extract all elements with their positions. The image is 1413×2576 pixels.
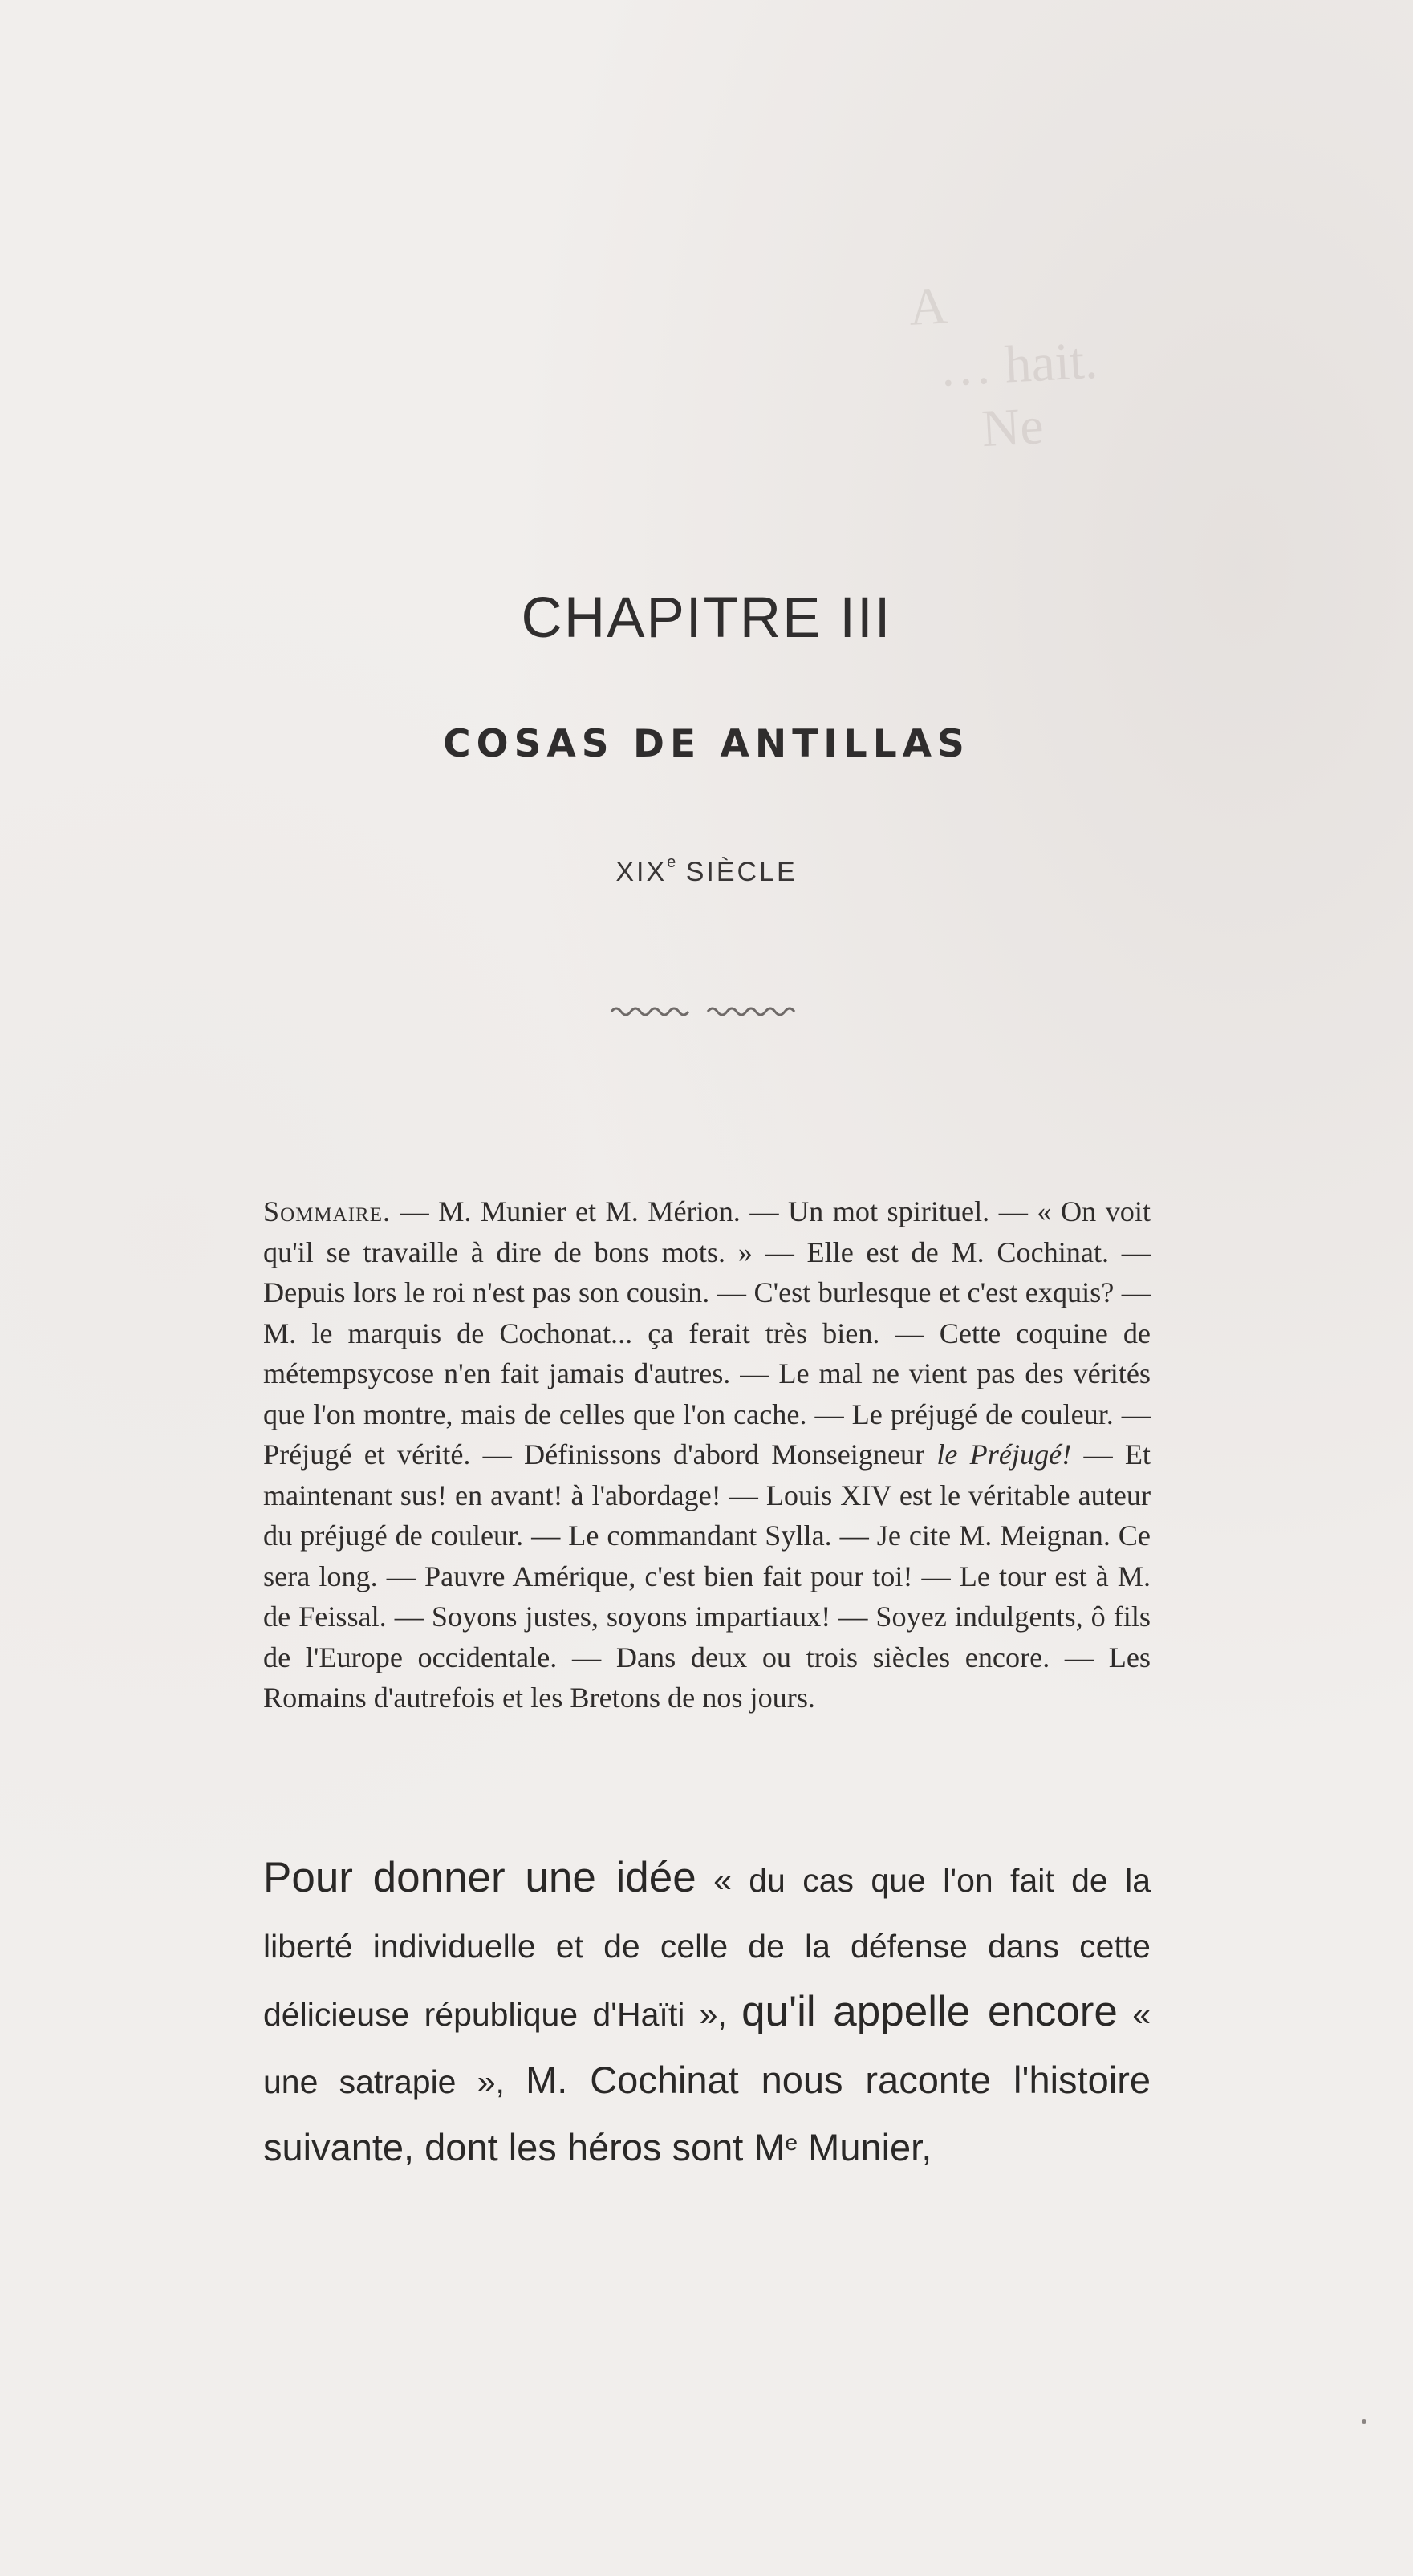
century-word: SIÈCLE [676,857,798,887]
body-segment-2: « du cas que l'on fait de la liberté individuelle et de celle de la défense dans cette délicieuse république d'Haïti », [263,1862,1151,2033]
body-segment-5: M. Cochinat nous raconte l'histoire suivante, dont les héros sont M [263,2059,1151,2168]
ink-speck [1362,2419,1366,2424]
chapter-summary [263,1191,1151,1718]
chapter-subtitle: COSAS DE ANTILLAS [443,722,970,766]
century-numeral: XIX [615,857,668,887]
summary-label: Sommaire. [263,1195,392,1227]
century-superscript: e [667,854,676,871]
century-heading [0,854,1413,888]
body-segment-1: Pour donner une idée [263,1854,696,1901]
summary-italic-phrase: le Préjugé! [936,1438,1072,1471]
body-segment-6: Munier, [798,2126,932,2168]
summary-text-part2: — Et maintenant sus! en avant! à l'abordage! — Louis XIV est le véritable auteur du préjugé de couleur. — Le commandant Sylla. — Je cite M. Meignan. Ce sera long. — Pauvre Amérique, c'est bien fait pour toi! — Le tour est à M. de Feissal. — Soyons justes, soyons impartiaux! — Soyez indulgents, ô fils de l'Europe occidentale. — Dans deux ou trois siècles encore. — Les Romains d'autrefois et les Bretons de nos jours. [263,1438,1151,1714]
bleed-through-text: A … hait. Ne [907,269,1099,462]
summary-text-part1: — M. Munier et M. Mérion. — Un mot spirituel. — « On voit qu'il se travaille à dire de bons mots. » — Elle est de M. Cochinat. — Depuis lors le roi n'est pas son cousin. — C'est burlesque et c'est exquis? — M. le marquis de Cochonat... ça ferait très bien. — Cette coquine de métempsycose n'en fait jamais d'autres. — Le mal ne vient pas des vérités que l'on montre, mais de celles que l'on cache. — Le préjugé de couleur. — Préjugé et vérité. — Définissons d'abord Monseigneur [263,1195,1151,1471]
body-segment-4: « une satrapie », [263,1996,1151,2100]
body-segment-3: qu'il appelle encore [741,1988,1118,2035]
chapter-title: CHAPITRE III [521,586,892,650]
wavy-ornament-icon [610,1004,796,1019]
body-paragraph [263,1845,1151,2182]
body-superscript: e [785,2130,798,2155]
